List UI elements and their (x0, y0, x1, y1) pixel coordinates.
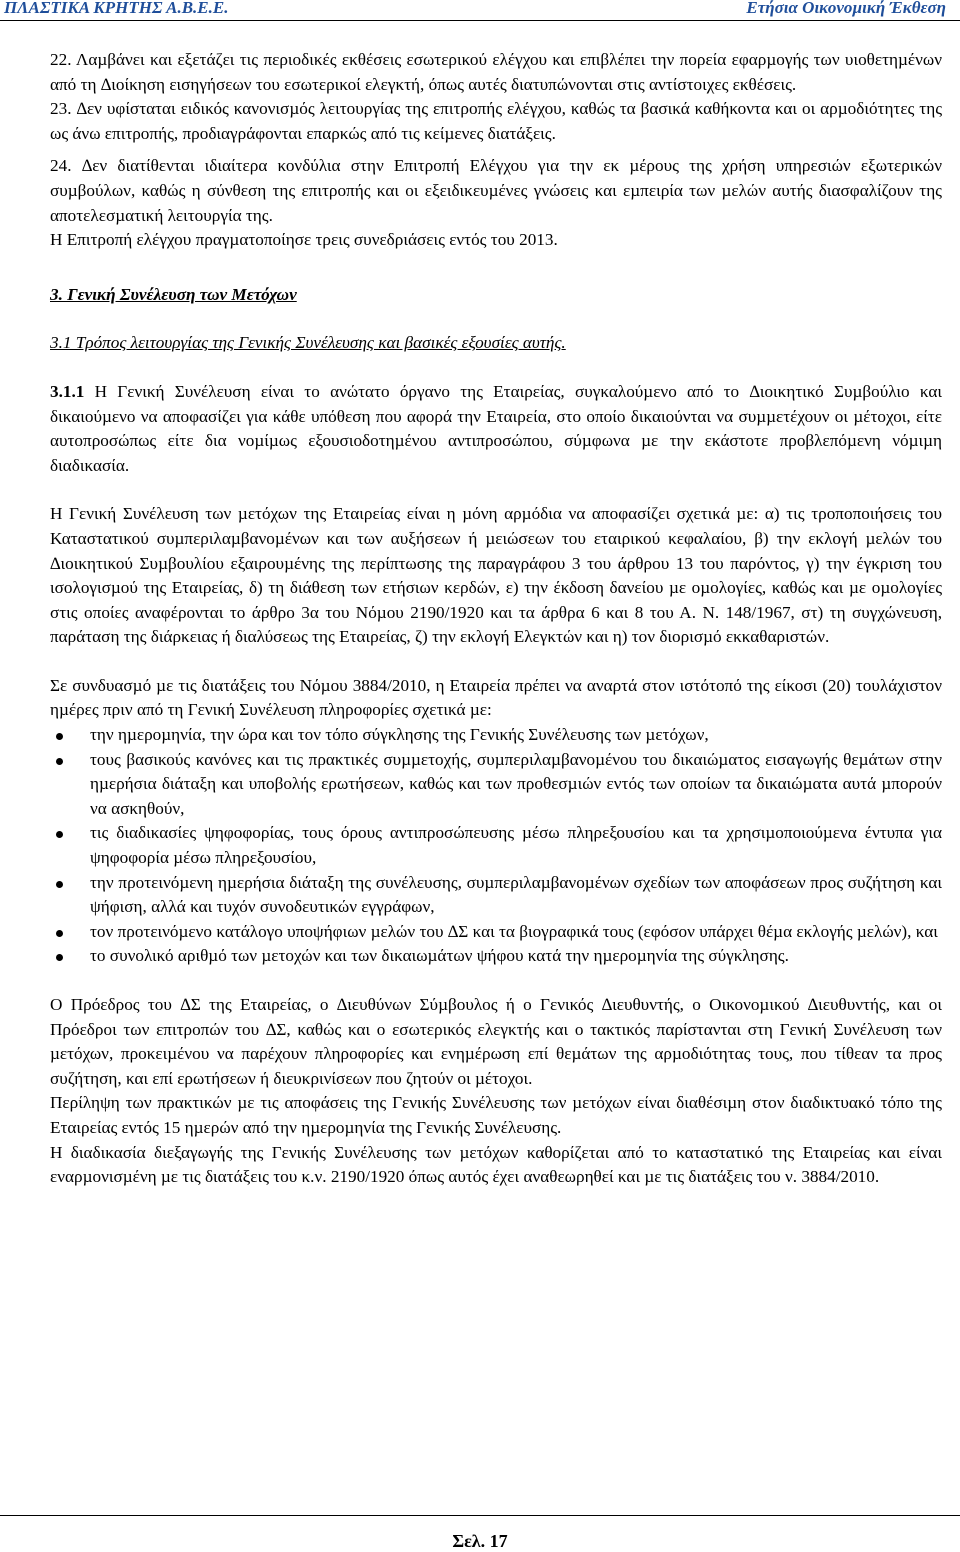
paragraph-attendance: Ο Πρόεδρος του ∆Σ της Εταιρείας, ο ∆ιευθύνων Σύµβουλος ή ο Γενικός ∆ιευθυντής, ο Οικονοµικού ∆ιευθυντής, και οι Πρόεδροι των επιτροπών του ∆Σ, καθώς και ο εσωτερικός ελεγκτής και ο τακτικός παρίστανται στη Γενική Συνέλευση των µετόχων, προκειµένου να παρέχουν πληροφορίες και ενηµέρωση επί θεµάτων της αρµοδιότητας τους, που τίθεαν τα προς συζήτηση, και επί ερωτήσεων ή διευκρινίσεων που ζητούν οι µέτοχοι. (50, 995, 942, 1088)
list-item: τους βασικούς κανόνες και τις πρακτικές συµµετοχής, συµπεριλαµβανοµένου του δικαιώµατος εισαγωγής θεµάτων στην ηµερήσια διάταξη και υποβολής ερωτήσεων, καθώς και των προθεσµιών εντός των οποίων τα δικαιώµατα αυτά µπορούν να ασκηθούν, (50, 748, 942, 822)
footer-divider (0, 1515, 960, 1516)
list-item: την προτεινόµενη ηµερήσια διάταξη της συνέλευσης, συµπεριλαµβανοµένων σχεδίων των αποφάσεων προς συζήτηση και ψήφιση, αλλά και τυχόν συνοδευτικών εγγράφων, (50, 871, 942, 920)
section-3-1-heading: 3.1 Τρόπος λειτουργίας της Γενικής Συνέλευσης και βασικές εξουσίες αυτής. (50, 333, 566, 353)
item-text: ∆εν διατίθενται ιδιαίτερα κονδύλια στην Επιτροπή Ελέγχου για την εκ µέρους της χρήση υπηρεσιών εξωτερικών συµβούλων, καθώς η σύνθεση της επιτροπής και οι εξειδικευµένες γνώσεις και εµπειρία των µελών αυτής διασφαλίζουν της αποτελεσµατική λειτουργία της. (50, 156, 942, 225)
numbered-item-24 (50, 154, 942, 228)
paragraph-procedure: Η διαδικασία διεξαγωγής της Γενικής Συνέλευσης των µετόχων καθορίζεται από το καταστατικό της Εταιρείας και είναι εναρµονισµένη µε τις διατάξεις του κ.ν. 2190/1920 όπως αυτός έχει αναθεωρηθεί και µε τις διατάξεις του ν. 3884/2010. (50, 1142, 942, 1187)
document-body (50, 48, 942, 1190)
item-number: 22. (50, 50, 72, 69)
list-item: την ηµεροµηνία, την ώρα και τον τόπο σύγκλησης της Γενικής Συνέλευσης των µετόχων, (50, 723, 942, 748)
paragraph-3-1-1 (50, 380, 942, 478)
page-header (0, 0, 960, 21)
paragraph-number: 3.1.1 (50, 381, 85, 401)
numbered-item-22 (50, 48, 942, 97)
paragraph-powers: Η Γενική Συνέλευση των µετόχων της Εταιρείας είναι η µόνη αρµόδια να αποφασίζει σχετικά µε: α) τις τροποποιήσεις του Καταστατικού συµπεριλαµβανοµένων και των αυξήσεων ή µειώσεων του εταιρικού κεφαλαίου, β) την εκλογή µελών του ∆ιοικητικού Συµβουλίου εξαιρουµένης της περίπτωσης της παραγράφου 3 του άρθρου 13 του παρόντος, γ) την έγκριση του ισολογισµού της Εταιρείας, δ) τη διάθεση των ετήσιων κερδών, ε) την έκδοση δανείου µε οµολογίες, καθώς και µε οµολογίες στις οποίες αναφέρονται το άρθρο 3α του Νόµου 2190/1920 και τα άρθρα 6 και 8 του Α. Ν. 148/1967, στ) τη συγχώνευση, παράταση της διάρκειας ή διαλύσεως της Εταιρείας, ζ) την εκλογή Ελεγκτών και η) τον διορισµό εκκαθαριστών. (50, 504, 942, 647)
company-name: ΠΛΑΣΤΙΚΑ ΚΡΗΤΗΣ Α.Β.Ε.Ε. (4, 0, 229, 17)
paragraph-text: Η Γενική Συνέλευση είναι το ανώτατο όργανο της Εταιρείας, συγκαλούµενο από το ∆ιοικητικό Συµβούλιο και δικαιούµενο να αποφασίζει για κάθε υπόθεση που αφορά την Εταιρεία, στο οποίο δικαιούνται να συµµετέχουν οι µέτοχοι, είτε αυτοπροσώπως είτε δια νοµίµως εξουσιοδοτηµένου αντιπροσώπου, σύµφωνα µε την εκάστοτε προβλεπόµενη νόµιµη διαδικασία. (50, 381, 942, 475)
numbered-item-23 (50, 97, 942, 146)
paragraph-minutes: Περίληψη των πρακτικών µε τις αποφάσεις της Γενικής Συνέλευσης των µετόχων είναι διαθέσιµη στον διαδικτυακό τόπο της Εταιρείας εντός 15 ηµερών από την ηµεροµηνία της Γενικής Συνέλευσης. (50, 1093, 942, 1137)
item-number: 23. (50, 99, 72, 119)
list-item: τις διαδικασίες ψηφοφορίας, τους όρους αντιπροσώπευσης µέσω πληρεξουσίου και τα χρησιµοποιούµενα έντυπα για ψηφοφορία µέσω πληρεξουσίου, (50, 821, 942, 870)
list-item: το συνολικό αριθµό των µετοχών και των δικαιωµάτων ψήφου κατά την ηµεροµηνία της σύγκλησης. (50, 944, 942, 969)
info-bullet-list (50, 723, 942, 969)
page-number: Σελ. 17 (452, 1531, 508, 1551)
paragraph-law: Σε συνδυασµό µε τις διατάξεις του Νόµου 3884/2010, η Εταιρεία πρέπει να αναρτά στον ιστότοπό της είκοσι (20) τουλάχιστον ηµέρες πριν από τη Γενική Συνέλευση πληροφορίες σχετικά µε: (50, 675, 942, 720)
bullet-icon (56, 954, 63, 961)
item-text: Λαµβάνει και εξετάζει τις περιοδικές εκθέσεις εσωτερικού ελέγχου και επιβλέπει την πορεία εφαρµογής των υιοθετηµένων από τη ∆ιοίκηση εισηγήσεων του εσωτερικοί ελεγκτή, όπως αυτές διατυπώνονται στις αντίστοιχες εκθέσεις. (50, 50, 942, 94)
list-item: τον προτεινόµενο κατάλογο υποψήφιων µελών του ∆Σ και τα βιογραφικά τους (εφόσον υπάρχει θέµα εκλογής µελών), και (50, 920, 942, 945)
bullet-icon (56, 733, 63, 740)
bullet-icon (56, 831, 63, 838)
bullet-icon (56, 881, 63, 888)
item-text: ∆εν υφίσταται ειδικός κανονισµός λειτουργίας της επιτροπής ελέγχου, καθώς τα βασικά καθήκοντα και οι αρµοδιότητες της ως άνω επιτροπής, προδιαγράφονται επαρκώς από τις κείµενες διατάξεις. (50, 99, 943, 143)
report-title: Ετήσια Οικονοµική Έκθεση (746, 0, 946, 17)
section-3-heading: 3. Γενική Συνέλευση των Μετόχων (50, 284, 297, 304)
meetings-line: Η Επιτροπή ελέγχου πραγµατοποίησε τρεις συνεδριάσεις εντός του 2013. (50, 230, 558, 250)
bullet-icon (56, 930, 63, 937)
bullet-icon (56, 758, 63, 765)
item-number: 24. (50, 156, 72, 176)
